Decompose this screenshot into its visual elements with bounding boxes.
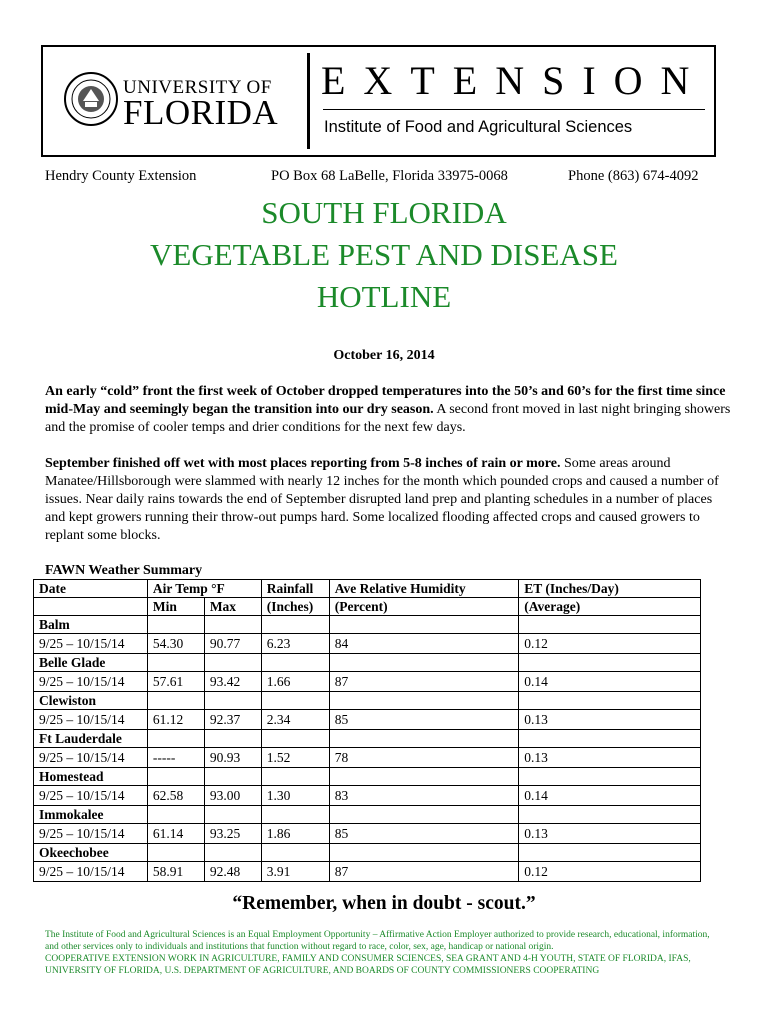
paragraph1-body: A second front moved in last night bringing showers and the promise of cooler temps and drier conditions for the next few days.: [45, 402, 731, 435]
header-date: Date: [34, 580, 148, 598]
empty-cell: [147, 654, 204, 672]
table-header-row: [34, 580, 701, 598]
min-temp-cell: 57.61: [147, 672, 204, 692]
university-line2: FLORIDA: [123, 93, 279, 132]
max-temp-cell: 90.93: [204, 748, 261, 768]
header-air-temp: Air Temp °F: [147, 580, 261, 598]
empty-cell: [519, 844, 701, 862]
university-line1: UNIVERSITY OF: [123, 77, 272, 98]
humidity-cell: 83: [329, 786, 519, 806]
header-rainfall: Rainfall: [261, 580, 329, 598]
min-temp-cell: 62.58: [147, 786, 204, 806]
paragraph-rainfall: [45, 455, 735, 545]
period-cell: 9/25 – 10/15/14: [34, 748, 148, 768]
empty-cell: [519, 654, 701, 672]
et-cell: 0.13: [519, 824, 701, 844]
empty-cell: [329, 654, 519, 672]
location-row: [34, 692, 701, 710]
location-name: Ft Lauderdale: [34, 730, 148, 748]
office-phone: Phone (863) 674-4092: [568, 168, 699, 184]
et-cell: 0.12: [519, 634, 701, 654]
et-cell: 0.14: [519, 672, 701, 692]
fawn-weather-table: [33, 579, 701, 882]
footer-cooperative-statement: COOPERATIVE EXTENSION WORK IN AGRICULTURE, FAMILY AND CONSUMER SCIENCES, SEA GRANT AND 4-H YOUTH, STATE OF FLORIDA, IFAS, UNIVERSITY OF FLORIDA, U.S. DEPARTMENT OF AGRICULTURE, AND BOARDS OF COUNTY COMMISSIONERS COOPERATING: [45, 954, 691, 976]
banner-divider: [307, 53, 310, 149]
max-temp-cell: 93.00: [204, 786, 261, 806]
extension-banner: [41, 45, 716, 157]
paragraph1-lead: An early “cold” front the first week of October dropped temperatures into the 50’s and 60’s for the first time since mid-May and seemingly began the transition into our dry season.: [45, 384, 726, 417]
period-cell: 9/25 – 10/15/14: [34, 672, 148, 692]
rainfall-cell: 1.52: [261, 748, 329, 768]
footer-disclaimer: [45, 929, 725, 977]
location-name: Okeechobee: [34, 844, 148, 862]
location-name: Homestead: [34, 768, 148, 786]
period-cell: 9/25 – 10/15/14: [34, 634, 148, 654]
extension-rule: [323, 109, 705, 110]
empty-cell: [519, 730, 701, 748]
period-cell: 9/25 – 10/15/14: [34, 786, 148, 806]
location-row: [34, 730, 701, 748]
min-temp-cell: 61.12: [147, 710, 204, 730]
empty-cell: [204, 844, 261, 862]
humidity-cell: 87: [329, 672, 519, 692]
empty-cell: [329, 692, 519, 710]
header-min: Min: [147, 598, 204, 616]
empty-cell: [329, 730, 519, 748]
et-cell: 0.13: [519, 748, 701, 768]
location-row: [34, 768, 701, 786]
period-cell: 9/25 – 10/15/14: [34, 824, 148, 844]
rainfall-cell: 1.66: [261, 672, 329, 692]
header-max: Max: [204, 598, 261, 616]
empty-cell: [329, 844, 519, 862]
empty-cell: [261, 692, 329, 710]
empty-cell: [147, 692, 204, 710]
data-row: [34, 748, 701, 768]
empty-cell: [204, 616, 261, 634]
empty-cell: [261, 806, 329, 824]
empty-cell: [204, 768, 261, 786]
empty-cell: [329, 768, 519, 786]
empty-cell: [519, 806, 701, 824]
min-temp-cell: 54.30: [147, 634, 204, 654]
rainfall-cell: 3.91: [261, 862, 329, 882]
subheader-blank: [34, 598, 148, 616]
title-line3: HOTLINE: [316, 279, 452, 314]
rainfall-cell: 1.30: [261, 786, 329, 806]
header-humidity: Ave Relative Humidity: [329, 580, 519, 598]
empty-cell: [261, 844, 329, 862]
min-temp-cell: 61.14: [147, 824, 204, 844]
footer-eeo-statement: The Institute of Food and Agricultural Sciences is an Equal Employment Opportunity – Affirmative Action Employer authorized to provide research, educational, information, and other services only to individuals and institutions that function without regard to race, color, sex, age, handicap or national origin.: [45, 930, 710, 952]
max-temp-cell: 90.77: [204, 634, 261, 654]
header-et-unit: (Average): [519, 598, 701, 616]
et-cell: 0.13: [519, 710, 701, 730]
header-humidity-unit: (Percent): [329, 598, 519, 616]
location-row: [34, 654, 701, 672]
rainfall-cell: 2.34: [261, 710, 329, 730]
empty-cell: [204, 692, 261, 710]
empty-cell: [204, 654, 261, 672]
empty-cell: [519, 616, 701, 634]
empty-cell: [261, 654, 329, 672]
min-temp-cell: -----: [147, 748, 204, 768]
location-row: [34, 616, 701, 634]
paragraph2-body: Some areas around Manatee/Hillsborough were slammed with nearly 12 inches for the month which pounded crops and caused a number of issues. Near daily rains towards the end of September disrupted land prep and planting schedules in a number of places and kept growers running their throw-out pumps hard. Some localized flooding affected crops and caused growers to replant some blocks.: [45, 456, 719, 543]
empty-cell: [147, 768, 204, 786]
location-name: Immokalee: [34, 806, 148, 824]
empty-cell: [261, 768, 329, 786]
max-temp-cell: 92.37: [204, 710, 261, 730]
location-name: Clewiston: [34, 692, 148, 710]
humidity-cell: 85: [329, 824, 519, 844]
header-et: ET (Inches/Day): [519, 580, 701, 598]
min-temp-cell: 58.91: [147, 862, 204, 882]
empty-cell: [329, 806, 519, 824]
data-row: [34, 824, 701, 844]
empty-cell: [147, 806, 204, 824]
et-cell: 0.14: [519, 786, 701, 806]
location-row: [34, 844, 701, 862]
data-row: [34, 786, 701, 806]
rainfall-cell: 6.23: [261, 634, 329, 654]
empty-cell: [519, 768, 701, 786]
et-cell: 0.12: [519, 862, 701, 882]
table-subheader-row: [34, 598, 701, 616]
empty-cell: [261, 616, 329, 634]
location-name: Balm: [34, 616, 148, 634]
empty-cell: [204, 806, 261, 824]
location-row: [34, 806, 701, 824]
humidity-cell: 87: [329, 862, 519, 882]
office-address: PO Box 68 LaBelle, Florida 33975-0068: [271, 168, 508, 184]
rainfall-cell: 1.86: [261, 824, 329, 844]
data-row: [34, 672, 701, 692]
extension-title: EXTENSION: [321, 58, 708, 103]
max-temp-cell: 93.42: [204, 672, 261, 692]
empty-cell: [519, 692, 701, 710]
paragraph2-lead: September finished off wet with most places reporting from 5-8 inches of rain or more.: [45, 456, 561, 471]
max-temp-cell: 93.25: [204, 824, 261, 844]
period-cell: 9/25 – 10/15/14: [34, 710, 148, 730]
empty-cell: [147, 616, 204, 634]
header-rainfall-unit: (Inches): [261, 598, 329, 616]
institute-name: Institute of Food and Agricultural Sciences: [324, 118, 633, 136]
humidity-cell: 84: [329, 634, 519, 654]
data-row: [34, 710, 701, 730]
university-seal-icon: [63, 71, 119, 127]
max-temp-cell: 92.48: [204, 862, 261, 882]
empty-cell: [261, 730, 329, 748]
data-row: [34, 634, 701, 654]
title-line2: VEGETABLE PEST AND DISEASE: [150, 237, 618, 272]
humidity-cell: 85: [329, 710, 519, 730]
report-date: October 16, 2014: [333, 348, 435, 363]
period-cell: 9/25 – 10/15/14: [34, 862, 148, 882]
empty-cell: [329, 616, 519, 634]
paragraph-cold-front: [45, 383, 735, 437]
humidity-cell: 78: [329, 748, 519, 768]
empty-cell: [147, 844, 204, 862]
empty-cell: [204, 730, 261, 748]
office-name: Hendry County Extension: [45, 168, 197, 184]
scout-quote: “Remember, when in doubt - scout.”: [232, 893, 536, 914]
location-name: Belle Glade: [34, 654, 148, 672]
title-line1: SOUTH FLORIDA: [261, 195, 507, 230]
data-row: [34, 862, 701, 882]
fawn-table-title: FAWN Weather Summary: [45, 563, 203, 578]
empty-cell: [147, 730, 204, 748]
